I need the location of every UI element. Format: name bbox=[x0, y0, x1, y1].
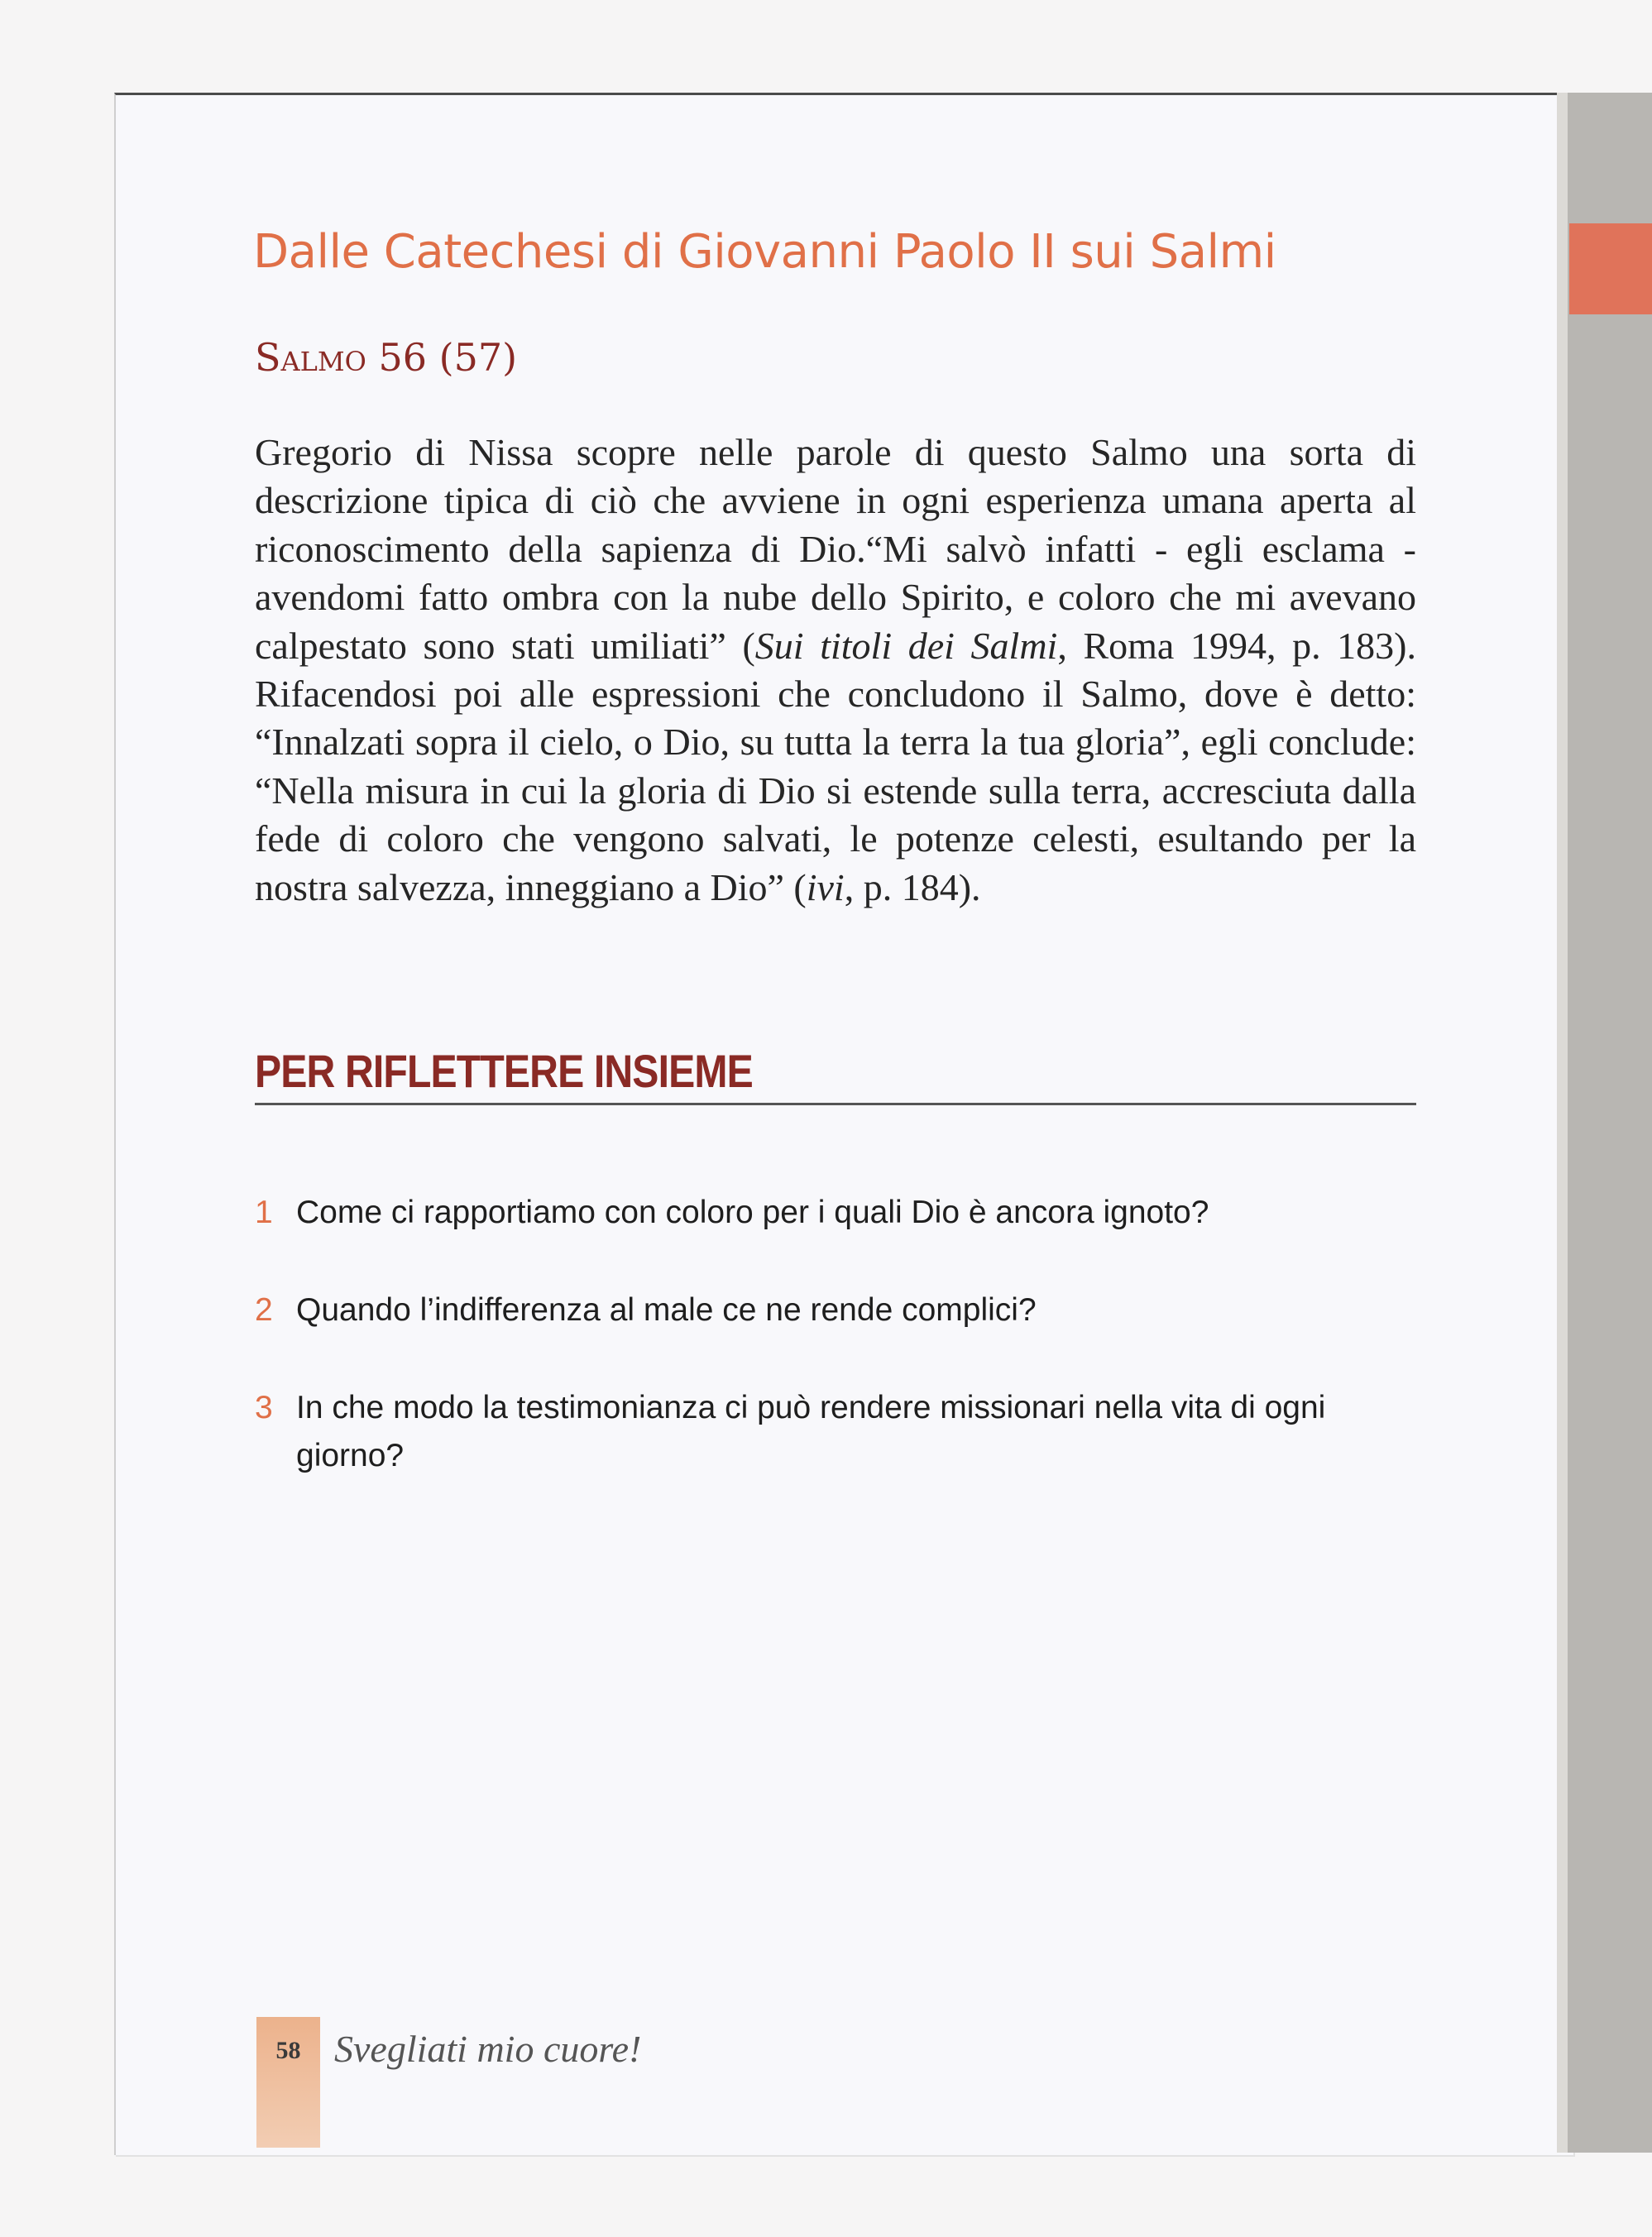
page-title: Dalle Catechesi di Giovanni Paolo II sui Salmi bbox=[253, 225, 1276, 279]
adjacent-page-edge bbox=[1568, 93, 1652, 2153]
section-divider bbox=[255, 1103, 1416, 1105]
running-title: Svegliati mio cuore! bbox=[334, 2028, 642, 2070]
citation-title: Sui titoli dei Salmi bbox=[754, 624, 1058, 667]
body-paragraph bbox=[255, 429, 1416, 912]
question-number: 2 bbox=[255, 1292, 273, 1328]
question-item bbox=[255, 1384, 1421, 1480]
question-text: Come ci rapportiamo con coloro per i quali Dio è ancora ignoto? bbox=[296, 1195, 1209, 1230]
question-number: 1 bbox=[255, 1195, 273, 1230]
book-page bbox=[114, 93, 1573, 2155]
question-item bbox=[255, 1189, 1421, 1237]
psalm-heading: Salmo 56 (57) bbox=[255, 335, 518, 380]
body-text-run: , p. 184). bbox=[844, 865, 981, 908]
question-text: Quando l’indifferenza al male ce ne rende complici? bbox=[296, 1292, 1037, 1328]
page-number: 58 bbox=[275, 2037, 301, 2064]
body-text-run: Gregorio di Nissa scopre nelle parole di questo Salmo una sorta di descrizione tipica di ciò che avviene in ogni esperienza umana aperta al riconoscimento della sapienza di Dio.“Mi salvò infatti - egli esclama - avendomi fatto ombra con la nube dello Spirito, e coloro che mi avevano calpestato sono stati umiliati” ( bbox=[255, 431, 1416, 667]
question-text: In che modo la testimonianza ci può rendere missionari nella vita di ogni giorno? bbox=[296, 1390, 1326, 1473]
citation-ivi: ivi bbox=[806, 865, 845, 908]
question-item bbox=[255, 1286, 1421, 1334]
section-heading: PER RIFLETTERE INSIEME bbox=[255, 1045, 753, 1097]
section-edge-tab bbox=[1569, 223, 1652, 314]
question-number: 3 bbox=[255, 1390, 273, 1425]
body-text-run: , Roma 1994, p. 183). Rifacendosi poi alle espressioni che concludono il Salmo, dove è detto: “Innalzati sopra il cielo, o Dio, su tutta la terra la tua gloria”, egli conclude: “Nella misura in cui la gloria di Dio si estende sulla terra, accresciuta dalla fede di coloro che vengono salvati, le potenze celesti, esultando per la nostra salvezza, inneggiano a Dio” ( bbox=[255, 624, 1417, 908]
